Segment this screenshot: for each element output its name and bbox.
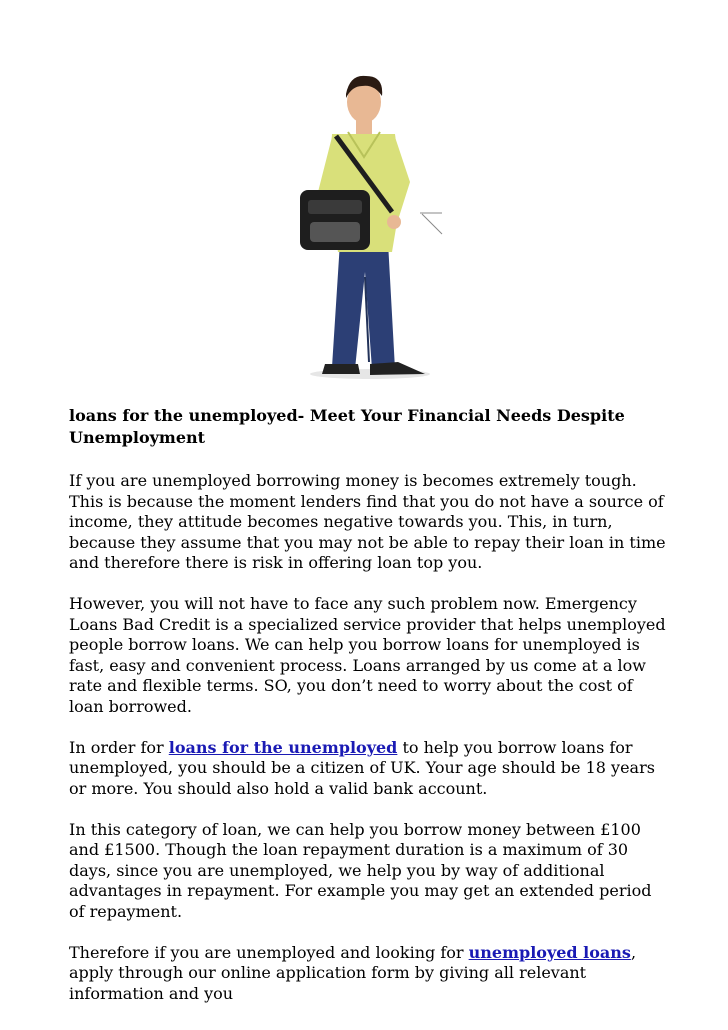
article-title: loans for the unemployed- Meet Your Financial Needs Despite Unemployment	[69, 406, 625, 447]
paragraph-3	[69, 738, 669, 800]
paragraph-5-text-after: , apply through our online application form by giving all relevant information and you	[69, 942, 637, 1003]
unemployed-loans-link[interactable]: unemployed loans	[468, 942, 631, 962]
paragraph-5	[69, 943, 669, 1005]
article	[69, 405, 669, 1025]
person-with-shoulder-bag-icon	[300, 76, 430, 379]
paragraph-4: In this category of loan, we can help you borrow money between £100 and £1500. Though the loan repayment duration is a maximum of 30 days, since you are unemployed, we help you by way of additional advantages in repayment. For example you may get an extended period of repayment.	[69, 819, 652, 921]
corner-mark-icon	[420, 212, 444, 236]
paragraph-3-text-after: to help you borrow loans for unemployed, you should be a citizen of UK. Your age should be 18 years or more. You should also hold a valid bank account.	[69, 737, 655, 798]
paragraph-5-text-before: Therefore if you are unemployed and looking for	[69, 942, 469, 962]
loans-for-the-unemployed-link[interactable]: loans for the unemployed	[168, 737, 398, 757]
paragraph-2: However, you will not have to face any such problem now. Emergency Loans Bad Credit is a specialized service provider that helps unemployed people borrow loans. We can help you borrow loans for unemployed is fast, easy and convenient process. Loans arranged by us come at a low rate and flexible terms. SO, you don’t need to worry about the cost of loan borrowed.	[69, 594, 666, 716]
paragraph-1: If you are unemployed borrowing money is becomes extremely tough. This is because the moment lenders find that you do not have a source of income, they attitude becomes negative towards you. This, in turn, because they assume that you may not be able to repay their loan in time and therefore there is risk in offering loan top you.	[69, 471, 666, 572]
paragraph-3-text-before: In order for	[69, 737, 169, 757]
